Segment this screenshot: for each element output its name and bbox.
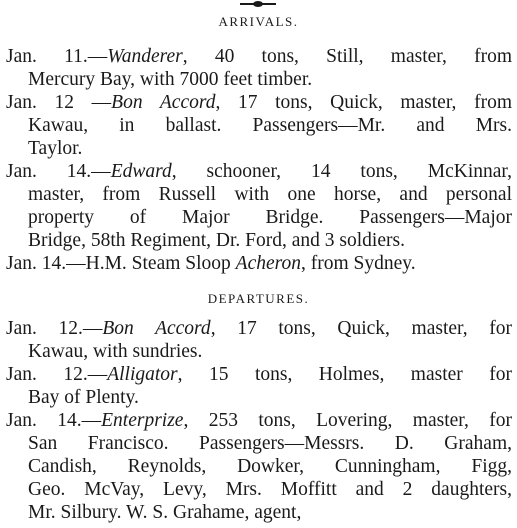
entry-line — [6, 206, 512, 229]
entry-text: Jan. 12 — — [6, 92, 112, 113]
ship-name: Enterprize — [101, 410, 184, 431]
entry-line — [6, 455, 512, 478]
ship-name: Wanderer — [107, 46, 183, 67]
entry-line — [6, 363, 512, 386]
ship-name: Edward — [110, 161, 172, 182]
ship-name: Acheron — [235, 253, 302, 274]
entry-line — [6, 252, 512, 275]
departure-entry — [6, 409, 512, 524]
entry-line — [6, 160, 512, 183]
entry-line — [6, 68, 512, 91]
ship-name: Alligator — [107, 364, 178, 385]
entry-text: , schooner, 14 tons, McKinnar, — [171, 161, 512, 182]
ship-name: Bon Accord — [102, 318, 211, 339]
entry-text: , 17 tons, Quick, master, for — [210, 318, 512, 339]
entry-text: Geo. McVay, Levy, Mrs. Moffitt and 2 daughters, — [28, 479, 512, 500]
entry-line — [6, 386, 512, 409]
entry-text: Mr. Silbury. W. S. Grahame, agent, — [28, 502, 302, 523]
arrival-entry — [6, 160, 512, 252]
entry-text: property of Major Bridge. Passengers—Major — [28, 207, 512, 228]
entry-text: master, from Russell with one horse, and personal — [28, 184, 512, 205]
entry-text: Jan. 14.—H.M. Steam Sloop — [6, 253, 236, 274]
entry-text: , 253 tons, Lovering, master, for — [183, 410, 512, 431]
entry-line — [6, 114, 512, 137]
entry-line — [6, 478, 512, 501]
entry-text: Mercury Bay, with 7000 feet timber. — [28, 69, 313, 90]
entry-line — [6, 137, 512, 160]
entry-line — [6, 183, 512, 206]
entry-text: Bay of Plenty. — [28, 387, 139, 408]
entry-text: Bridge, 58th Regiment, Dr. Ford, and 3 soldiers. — [28, 230, 405, 251]
entry-line — [6, 409, 512, 432]
entry-line — [6, 340, 512, 363]
entry-line — [6, 317, 512, 340]
departures-heading: DEPARTURES. — [207, 291, 310, 306]
departure-entry — [6, 363, 512, 409]
departure-entry — [6, 317, 512, 363]
entry-text: , 17 tons, Quick, master, from — [215, 92, 512, 113]
entry-line — [6, 45, 512, 68]
entry-line — [6, 91, 512, 114]
entry-text: San Francisco. Passengers—Messrs. D. Graham, — [28, 433, 512, 454]
entry-text: Jan. 14.— — [6, 410, 102, 431]
entry-text: Kawau, in ballast. Passengers—Mr. and Mrs. — [28, 115, 512, 136]
arrivals-heading: ARRIVALS. — [218, 14, 299, 29]
entry-text: Jan. 12.— — [6, 318, 103, 339]
entry-line — [6, 432, 512, 455]
entry-text: Candish, Reynolds, Dowker, Cunningham, Figg, — [28, 456, 512, 477]
entry-text: Jan. 12.— — [6, 364, 108, 385]
arrival-entry — [6, 45, 512, 91]
ship-name: Bon Accord — [111, 92, 216, 113]
divider-ornament — [240, 1, 276, 7]
entry-text: , 15 tons, Holmes, master for — [177, 364, 512, 385]
entry-text: Jan. 14.— — [6, 161, 111, 182]
entry-text: , from Sydney. — [301, 253, 416, 274]
entry-text: Kawau, with sundries. — [28, 341, 203, 362]
entry-line — [6, 501, 512, 524]
entry-text: Jan. 11.— — [6, 46, 108, 67]
entry-text: , 40 tons, Still, master, from — [182, 46, 512, 67]
arrival-entry — [6, 252, 512, 275]
entry-line — [6, 229, 512, 252]
entry-text: Taylor. — [28, 138, 83, 159]
arrival-entry — [6, 91, 512, 160]
